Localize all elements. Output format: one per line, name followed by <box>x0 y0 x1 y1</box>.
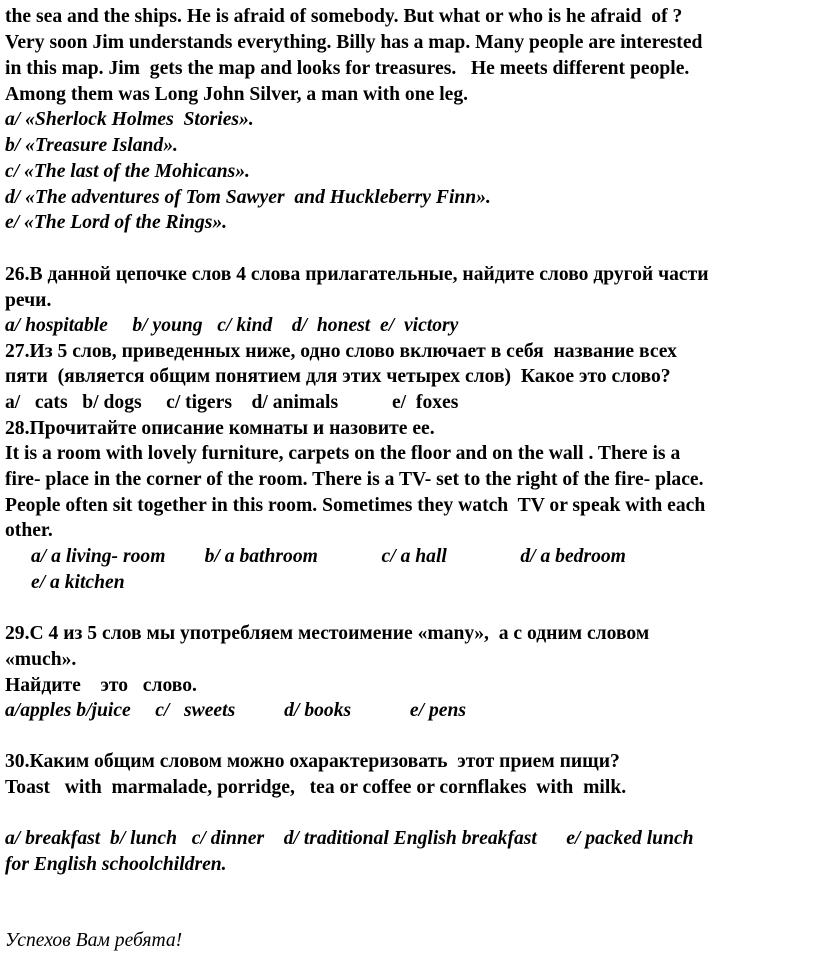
q29-options: a/apples b/juice c/ sweets d/ books e/ pens <box>5 700 466 721</box>
q28-options: e/ a kitchen <box>31 572 125 593</box>
intro-option-a: a/ «Sherlock Holmes Stories». <box>5 109 254 130</box>
q27-question-line: пяти (является общим понятием для этих четырех слов) Какое это слово? <box>5 366 671 387</box>
q30-question-line: Toast with marmalade, porridge, tea or coffee or cornflakes with milk. <box>5 777 627 798</box>
q26-question-line: 26.В данной цепочке слов 4 слова прилагательные, найдите слово другой части <box>5 264 709 285</box>
q28-question-line: 28.Прочитайте описание комнаты и назовите ее. <box>5 418 435 439</box>
intro-text-line: Very soon Jim understands everything. Billy has a map. Many people are interested <box>5 32 703 53</box>
q30-options: a/ breakfast b/ lunch c/ dinner d/ traditional English breakfast e/ packed lunch <box>5 828 694 849</box>
intro-option-b: b/ «Treasure Island». <box>5 135 178 156</box>
intro-text-line: in this map. Jim gets the map and looks for treasures. He meets different people. <box>5 58 690 79</box>
q26-options: a/ hospitable b/ young c/ kind d/ honest e/ victory <box>5 315 459 336</box>
intro-text-line: the sea and the ships. He is afraid of somebody. But what or who is he afraid of ? <box>5 6 683 27</box>
q29-question-line: Найдите это слово. <box>5 675 197 696</box>
q29-question-line: «much». <box>5 649 77 670</box>
q30-question-line: 30.Каким общим словом можно охарактеризовать этот прием пищи? <box>5 751 620 772</box>
q27-options: a/ cats b/ dogs c/ tigers d/ animals e/ foxes <box>5 392 459 413</box>
q27-question-line: 27.Из 5 слов, приведенных ниже, одно слово включает в себя название всех <box>5 341 677 362</box>
q26-question-line: речи. <box>5 290 52 311</box>
q28-text-line: It is a room with lovely furniture, carpets on the floor and on the wall . There is a <box>5 443 681 464</box>
q29-question-line: 29.С 4 из 5 слов мы употребляем местоимение «many», а с одним словом <box>5 623 650 644</box>
q28-text-line: other. <box>5 520 53 541</box>
q28-text-line: fire- place in the corner of the room. There is a TV- set to the right of the fire- place. <box>5 469 704 490</box>
q28-text-line: People often sit together in this room. Sometimes they watch TV or speak with each <box>5 495 706 516</box>
intro-option-e: e/ «The Lord of the Rings». <box>5 212 228 233</box>
q28-options: a/ a living- room b/ a bathroom c/ a hall d/ a bedroom <box>31 546 626 567</box>
intro-option-c: c/ «The last of the Mohicans». <box>5 161 250 182</box>
intro-option-d: d/ «The adventures of Tom Sawyer and Huckleberry Finn». <box>5 187 491 208</box>
intro-text-line: Among them was Long John Silver, a man with one leg. <box>5 84 469 105</box>
closing-wish: Успехов Вам ребята! <box>5 930 183 951</box>
q30-options: for English schoolchildren. <box>5 854 227 875</box>
